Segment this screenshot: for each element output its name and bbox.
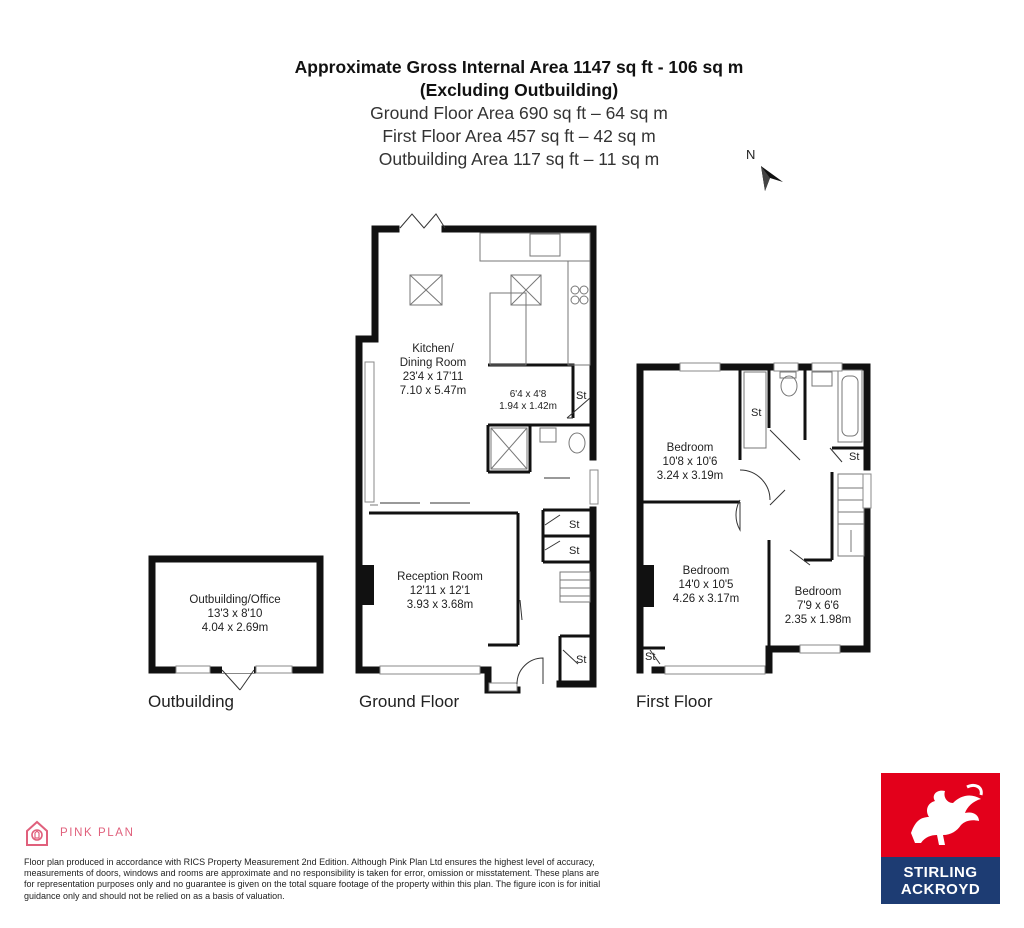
utility-label bbox=[488, 389, 568, 413]
bedroom-2-metric: 4.26 x 3.17m bbox=[672, 593, 740, 605]
house-icon bbox=[24, 819, 50, 847]
ground-floor-outer-walls bbox=[359, 229, 593, 690]
ground-floor-fittings bbox=[370, 233, 590, 602]
disclaimer-text: Floor plan produced in accordance with RICS Property Measurement 2nd Edition. Although Pink Plan Ltd ensures the highest level of accuracy, measurements of doors, windows and rooms are approximate and no responsibility is taken for error, omission or misstatement. These plans are for representation purposes only and no guarantee is given on the total square footage of the property within this plan. The figure icon is for initial guidance only and should not be relied on as a basis of valuation. bbox=[24, 857, 601, 901]
ground-floor-area: Ground Floor Area 690 sq ft – 64 sq m bbox=[370, 103, 668, 123]
bedroom-2-name: Bedroom bbox=[682, 565, 730, 577]
outbuilding-floor-name: Outbuilding bbox=[148, 692, 235, 711]
kitchen-imperial: 23'4 x 17'11 bbox=[402, 371, 464, 383]
bedroom-3-name: Bedroom bbox=[794, 586, 842, 598]
first-floor-area: First Floor Area 457 sq ft – 42 sq m bbox=[382, 126, 656, 146]
griffin-icon bbox=[881, 773, 1000, 857]
bedroom-1-metric: 3.24 x 3.19m bbox=[656, 470, 724, 482]
first-floor-name: First Floor bbox=[636, 692, 713, 711]
utility-imperial: 6'4 x 4'8 bbox=[509, 389, 547, 400]
kitchen-metric: 7.10 x 5.47m bbox=[399, 385, 467, 397]
bedroom-1-label bbox=[650, 441, 730, 483]
storage-label: St bbox=[645, 651, 656, 663]
pink-plan-logo bbox=[24, 818, 134, 848]
outbuilding-office-imperial: 13'3 x 8'10 bbox=[207, 608, 263, 620]
reception-metric: 3.93 x 3.68m bbox=[406, 599, 474, 611]
storage-label: St bbox=[849, 451, 860, 463]
bedroom-1-imperial: 10'8 x 10'6 bbox=[662, 456, 718, 468]
storage-label: St bbox=[576, 654, 587, 666]
agent-name-line2: ACKROYD bbox=[900, 881, 981, 898]
agent-name-line1: STIRLING bbox=[903, 864, 978, 881]
reception-imperial: 12'11 x 12'1 bbox=[409, 585, 471, 597]
excluding-note: (Excluding Outbuilding) bbox=[419, 80, 619, 100]
bedroom-2-label bbox=[666, 564, 746, 606]
north-label: N bbox=[746, 147, 756, 162]
bedroom-3-imperial: 7'9 x 6'6 bbox=[796, 600, 840, 612]
kitchen-dining-label bbox=[383, 342, 483, 398]
ground-floor-name: Ground Floor bbox=[359, 692, 460, 711]
kitchen-name-line2: Dining Room bbox=[399, 357, 467, 369]
bedroom-3-metric: 2.35 x 1.98m bbox=[784, 614, 852, 626]
bedroom-3-label bbox=[778, 585, 858, 627]
storage-label: St bbox=[576, 390, 587, 402]
gross-area-title: Approximate Gross Internal Area 1147 sq ft - 106 sq m bbox=[294, 57, 744, 77]
reception-room-label bbox=[380, 570, 500, 612]
reception-name: Reception Room bbox=[397, 571, 483, 583]
utility-metric: 1.94 x 1.42m bbox=[499, 401, 557, 412]
stirling-ackroyd-logo bbox=[881, 773, 1000, 904]
outbuilding-office-name: Outbuilding/Office bbox=[189, 594, 281, 606]
outbuilding-area: Outbuilding Area 117 sq ft – 11 sq m bbox=[378, 149, 660, 169]
outbuilding-door bbox=[222, 666, 254, 690]
storage-label: St bbox=[569, 545, 580, 557]
outbuilding-office-label bbox=[170, 593, 300, 635]
pink-plan-text: PINK PLAN bbox=[60, 827, 135, 839]
first-floor-chimney bbox=[643, 565, 654, 607]
north-arrow-icon bbox=[761, 166, 783, 191]
storage-label: St bbox=[569, 519, 580, 531]
outbuilding-office-metric: 4.04 x 2.69m bbox=[201, 622, 269, 634]
chimney-breast bbox=[362, 565, 374, 605]
bedroom-2-imperial: 14'0 x 10'5 bbox=[678, 579, 734, 591]
ground-floor-doors bbox=[380, 214, 590, 684]
bedroom-1-name: Bedroom bbox=[666, 442, 714, 454]
storage-label: St bbox=[751, 407, 762, 419]
kitchen-name-line1: Kitchen/ bbox=[412, 343, 454, 355]
